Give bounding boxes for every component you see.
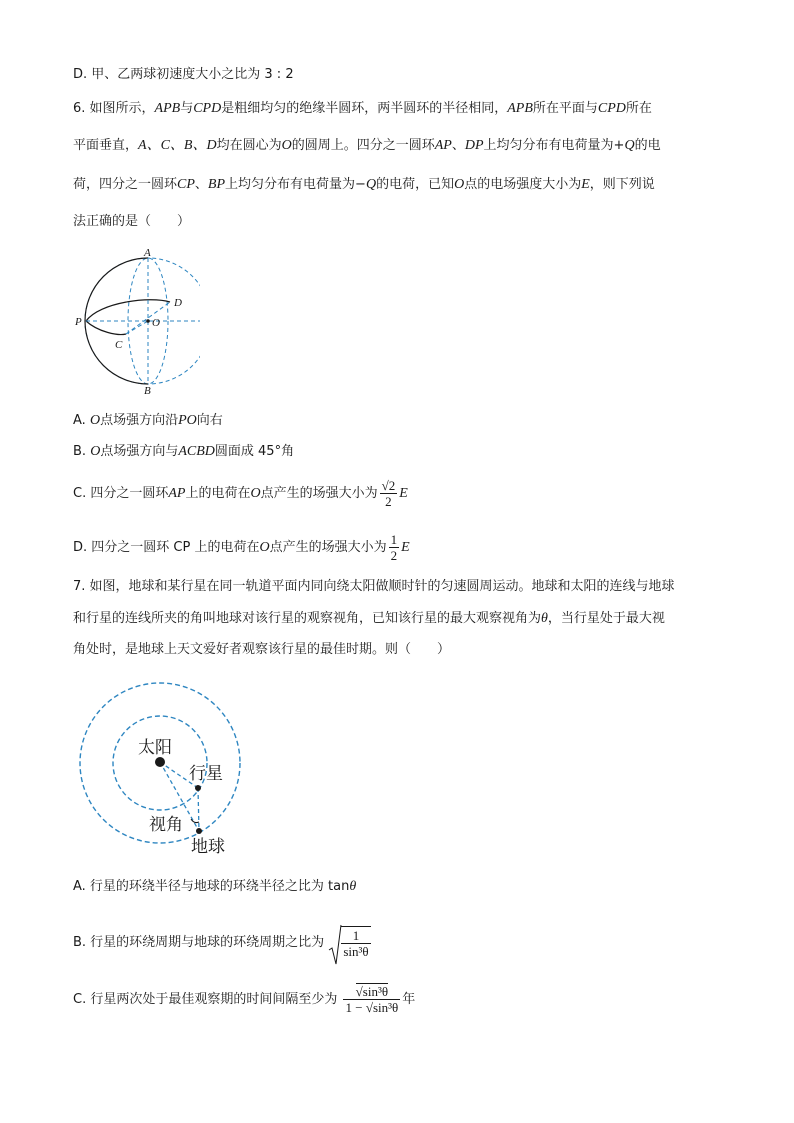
- label-a: A: [144, 247, 151, 259]
- q6-stem-line4: 法正确的是（ ）: [73, 214, 191, 229]
- planet-dot: [195, 785, 201, 791]
- sun-dot: [155, 757, 165, 767]
- q6-option-c: C. 四分之一圆环AP上的电荷在O点产生的场强大小为 $\frac{√2}{2}$ E: [73, 478, 408, 509]
- radical-sign: [328, 924, 342, 966]
- semicircle-cpd-lower: [86, 321, 126, 334]
- line-planet-earth: [198, 788, 199, 831]
- q6-option-a: A. O点场强方向沿PO向右: [73, 413, 223, 428]
- q5-option-d: D. 甲、乙两球初速度大小之比为 3 : 2: [73, 67, 294, 82]
- q7-stem-line1: 7. 如图，地球和某行星在同一轨道平面内同向绕太阳做顺时针的匀速圆周运动。地球和太阳的连线与地球: [73, 579, 675, 594]
- q7-option-c: C. 行星两次处于最佳观察期的时间间隔至少为 $\frac{\text{√sin³θ}}{\text{1 − √sin³θ}}$ 年: [73, 984, 416, 1015]
- q7-option-a: A. 行星的环绕半径与地球的环绕半径之比为 tanθ: [73, 879, 357, 894]
- label-view-angle: 视角: [149, 815, 183, 835]
- fraction-sqrt2-over-2: $\frac{√2}{2}$: [381, 478, 396, 509]
- label-o: O: [152, 317, 160, 329]
- fraction-1-over-2: $\frac{1}{2}$: [390, 532, 398, 563]
- q7-orbit-figure: [78, 680, 243, 858]
- q6-option-d: D. 四分之一圆环 CP 上的电荷在O点产生的场强大小为 $\frac{1}{2}$ E: [73, 532, 410, 563]
- fraction-best-period-interval: $\frac{\text{√sin³θ}}{\text{1 − √sin³θ}}$: [345, 984, 399, 1015]
- label-planet: 行星: [189, 764, 223, 784]
- label-d: D: [174, 297, 182, 309]
- sqrt-fraction-b: $\frac{1}{\text{sin³θ}}$: [328, 926, 372, 959]
- label-sun: 太阳: [138, 738, 172, 758]
- label-c: C: [115, 339, 123, 351]
- line-co: [126, 321, 148, 334]
- label-earth: 地球: [191, 837, 225, 857]
- q6-stem-line1: 6. 如图所示，APB与CPD是粗细均匀的绝缘半圆环，两半圆环的半径相同，APB所在平面与CPD所在: [73, 101, 652, 116]
- earth-dot: [196, 828, 202, 834]
- q7-stem-line2: 和行星的连线所夹的角叫地球对该行星的观察视角，已知该行星的最大观察视角为θ，当行星处于最大视: [73, 611, 665, 626]
- q7-stem-line3: 角处时，是地球上天文爱好者观察该行星的最佳时期。则（ ）: [73, 642, 451, 657]
- center-o: [146, 319, 150, 323]
- q6-stem-line3: 荷，四分之一圆环CP、BP上均匀分布有电荷量为−Q的电荷，已知O点的电场强度大小为E，则下列说: [73, 177, 655, 192]
- label-b: B: [144, 385, 151, 396]
- q6-option-b: B. O点场强方向与ACBD圆面成 45°角: [73, 444, 295, 459]
- label-p: P: [75, 316, 82, 328]
- q6-stem-line2: 平面垂直，A、C、B、D均在圆心为O的圆周上。四分之一圆环AP、DP上均匀分布有电荷量为+Q的电: [73, 138, 661, 153]
- q7-option-b: B. 行星的环绕周期与地球的环绕周期之比为 $\frac{1}{\text{sin³θ}}$: [73, 926, 373, 959]
- q6-semicircle-figure: [70, 244, 200, 396]
